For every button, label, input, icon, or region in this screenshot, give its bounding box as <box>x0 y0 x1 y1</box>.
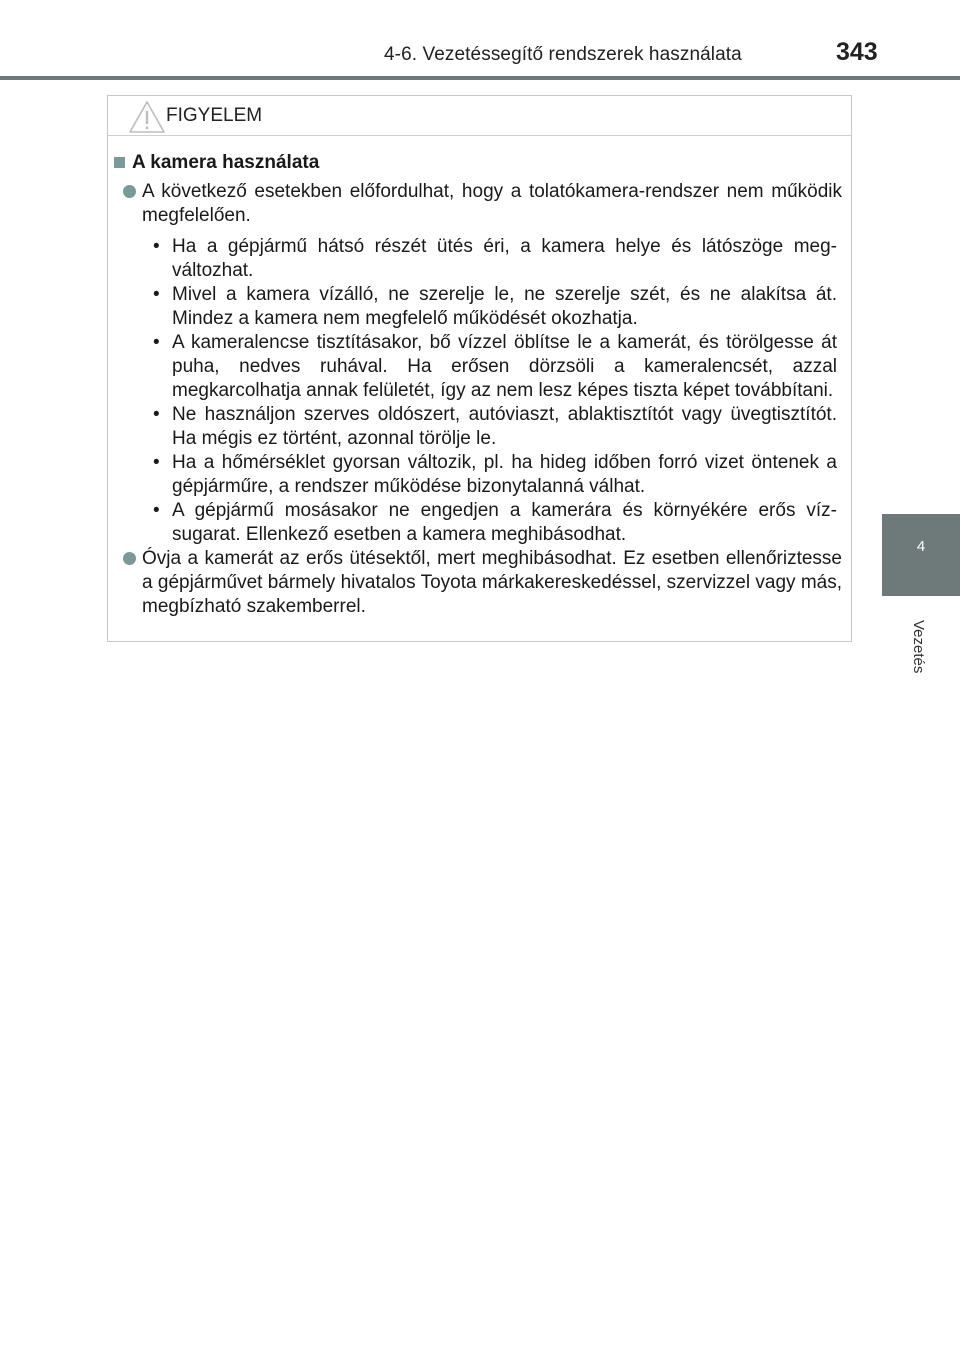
bullet-icon: • <box>153 284 160 305</box>
bullet-icon: • <box>153 404 160 425</box>
chapter-tab-label: Vezetés <box>910 620 927 674</box>
bullet-icon: • <box>153 236 160 257</box>
warning-box <box>107 95 852 642</box>
list-item <box>108 235 851 283</box>
list-item-text: Ne használjon szerves oldószert, autóviaszt, ablaktisztítót vagy üvegtisztítót. Ha mégis ez történt, azonnal törölje le. <box>172 404 837 449</box>
list-item-text: Ha a gépjármű hátsó részét ütés éri, a kamera helye és látószöge megváltozhat. <box>172 236 837 281</box>
sub-list <box>108 235 851 547</box>
page-number: 343 <box>836 38 878 66</box>
list-item <box>108 499 851 547</box>
list-item <box>108 451 851 499</box>
warning-header <box>108 96 851 136</box>
warning-triangle-icon <box>128 100 166 134</box>
list-item-text: Ha a hőmérséklet gyorsan változik, pl. ha hideg időben forró vizet öntenek a gépjárműre, a rendszer működése bizonytalanná válhat. <box>172 452 837 497</box>
bullet-icon: • <box>153 500 160 521</box>
chapter-tab-number: 4 <box>916 538 926 555</box>
list-item <box>108 331 851 403</box>
section-title-text: A kamera használata <box>132 152 320 173</box>
round-bullet-icon <box>123 185 136 198</box>
section-title <box>108 151 851 175</box>
header-rule <box>0 76 960 80</box>
bullet-icon: • <box>153 452 160 473</box>
point-text: A következő esetekben előfordulhat, hogy a tolatókamera-rendszer nem működik megfelelően. <box>142 181 842 226</box>
point <box>108 180 851 228</box>
chapter-title: 4-6. Vezetéssegítő rendszerek használata <box>384 44 742 65</box>
list-item-text: Mivel a kamera vízálló, ne szerelje le, ne szerelje szét, és ne alakítsa át. Mindez a kamera nem megfelelő működését okozhatja. <box>172 284 837 329</box>
square-bullet-icon <box>114 157 125 168</box>
list-item <box>108 283 851 331</box>
round-bullet-icon <box>123 552 136 565</box>
chapter-tab[interactable] <box>882 514 960 596</box>
bullet-icon: • <box>153 332 160 353</box>
list-item <box>108 403 851 451</box>
warning-content <box>108 151 851 619</box>
list-item-text: A gépjármű mosásakor ne engedjen a kamerára és környékére erős vízsugarat. Ellenkező esetben a kamera meghibásodhat. <box>172 500 837 545</box>
warning-label: FIGYELEM <box>166 105 263 126</box>
list-item-text: A kameralencse tisztításakor, bő vízzel öblítse le a kamerát, és törölgesse át puha, nedves ruhával. Ha erősen dörzsöli a kameralencsét, azzal megkarcolhatja annak felületét, így az nem lesz képes tiszta képet továbbítani. <box>172 332 837 401</box>
point-text: Óvja a kamerát az erős ütésektől, mert meghibásodhat. Ez esetben ellenőriztesse a gépjárművet bármely hivatalos Toyota márkakereskedéssel, szervizzel vagy más, megbízható szakemberrel. <box>142 548 842 617</box>
point <box>108 547 851 619</box>
